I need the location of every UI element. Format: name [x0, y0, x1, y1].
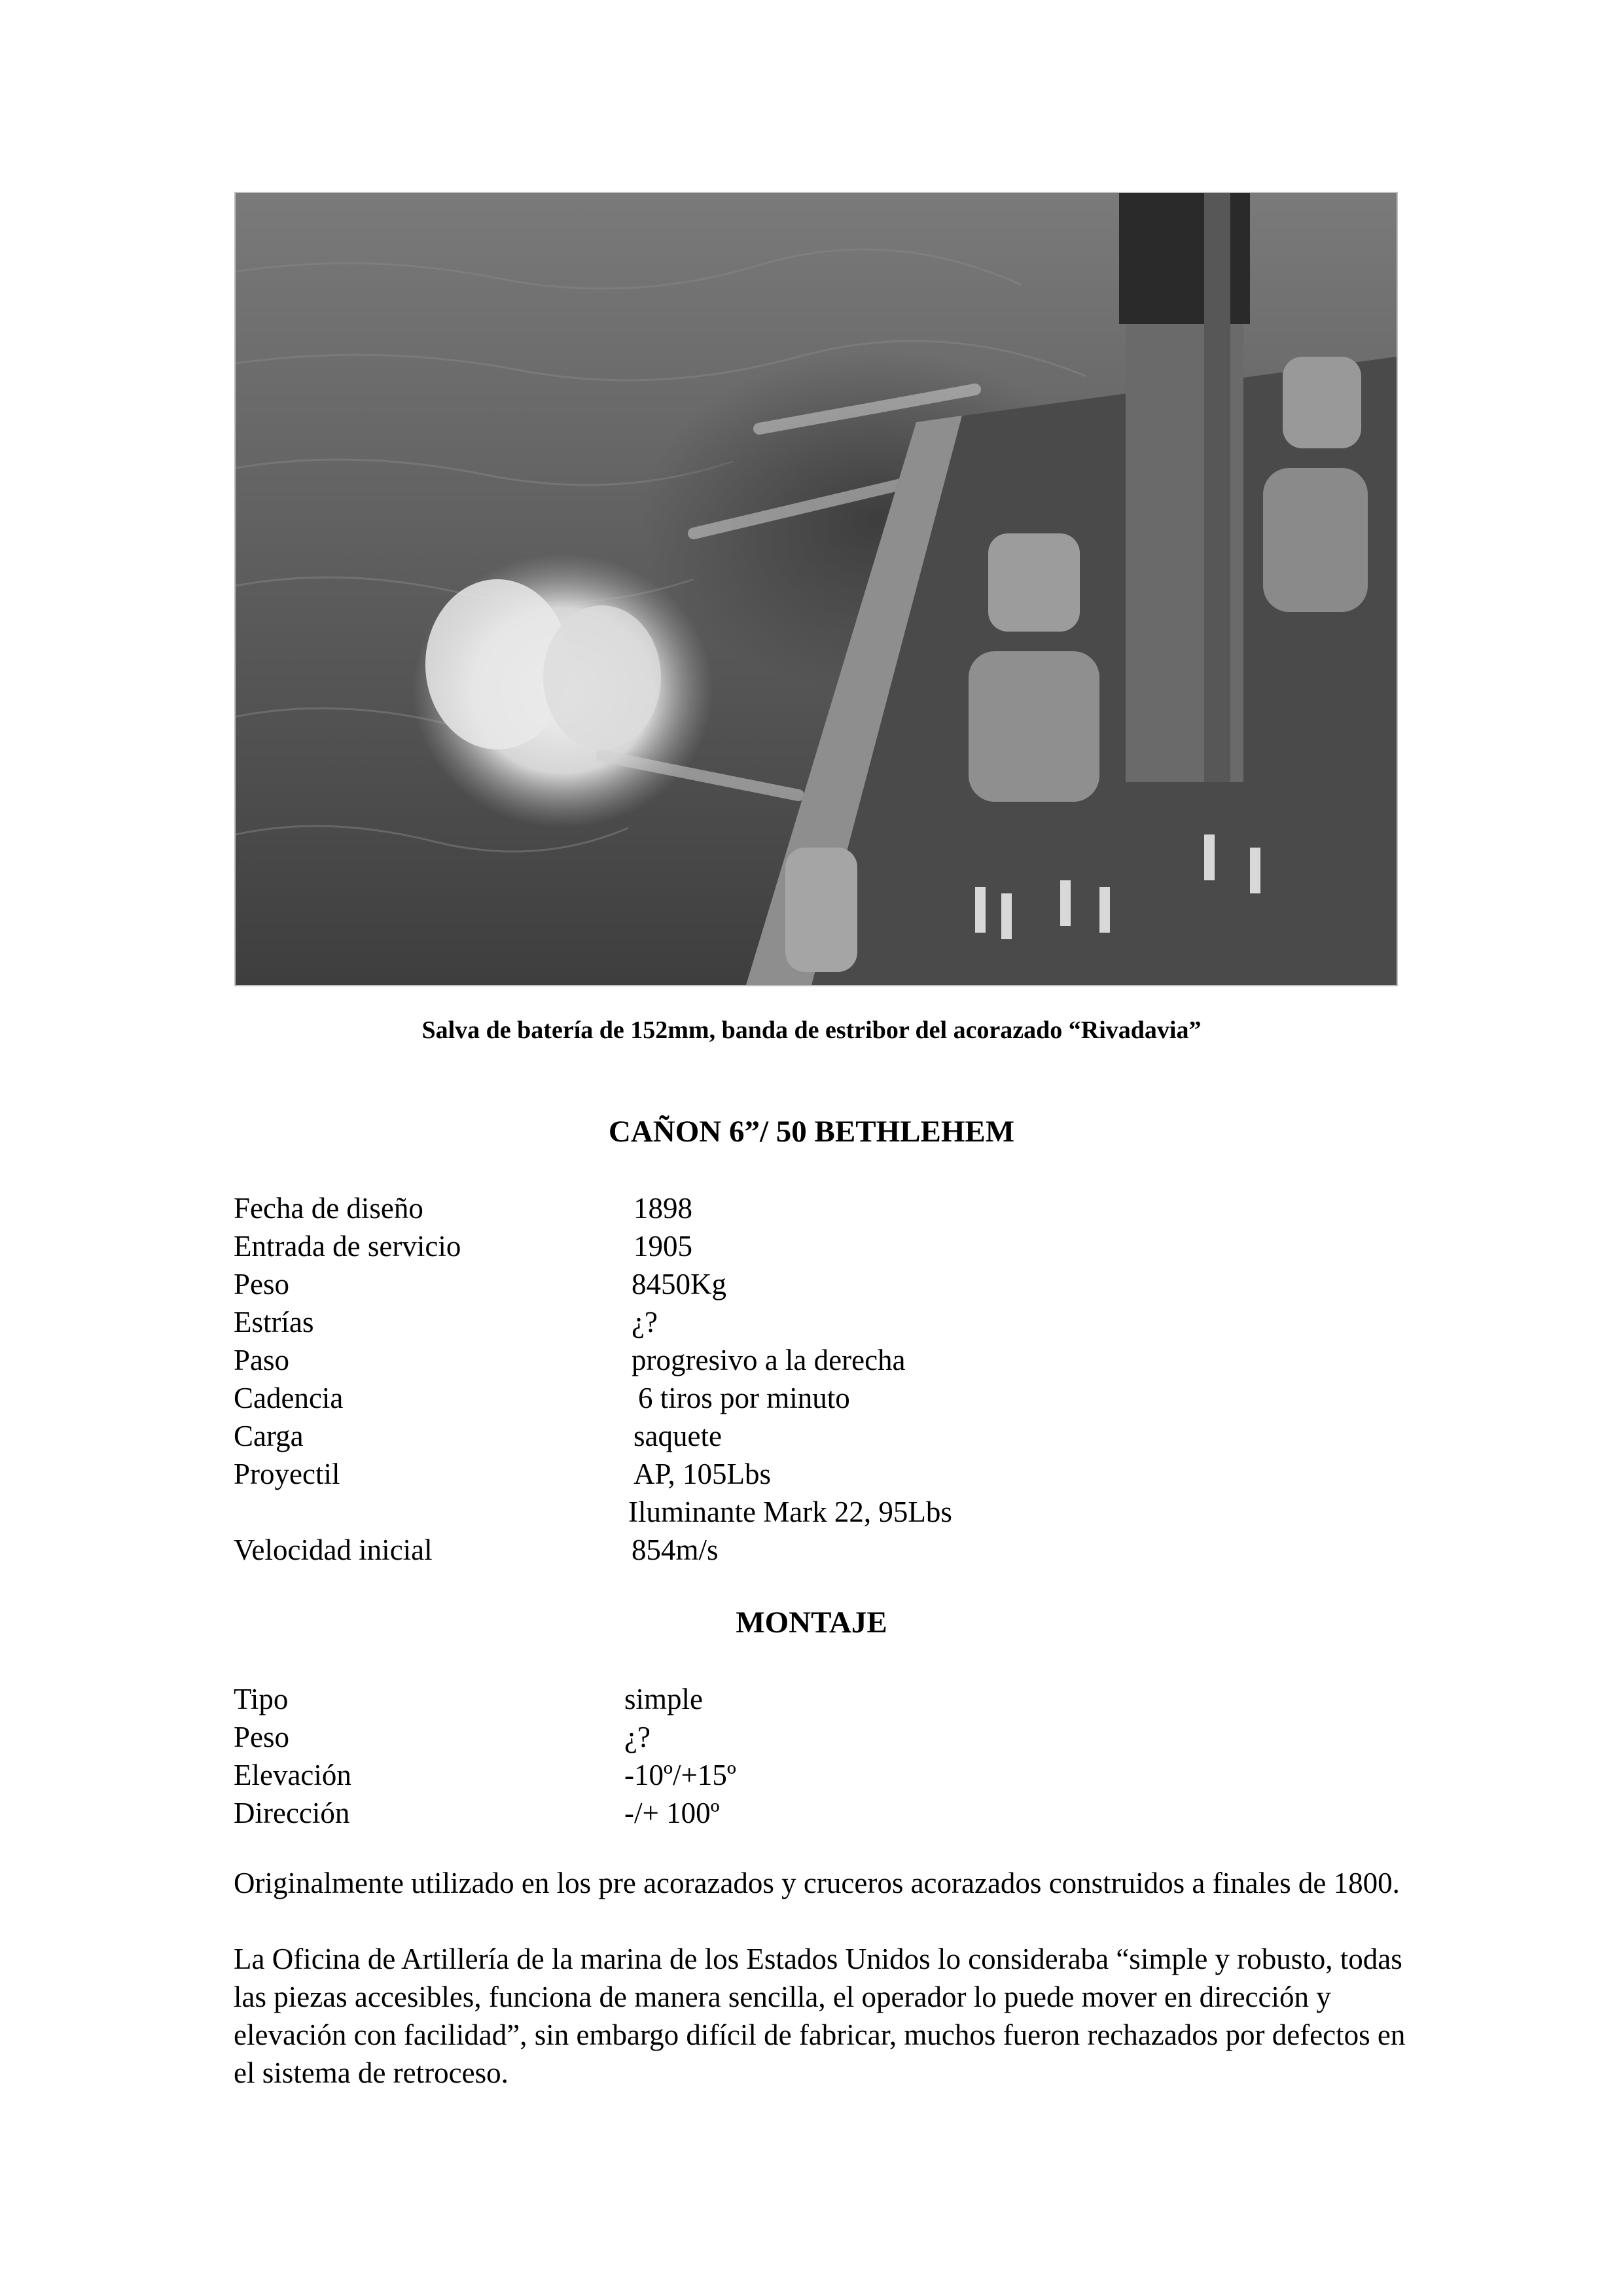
spec-value: 1898: [633, 1192, 692, 1225]
spec-label: Tipo: [234, 1683, 289, 1715]
spec-value: saquete: [633, 1420, 722, 1452]
spec-value: simple: [624, 1683, 703, 1715]
spec-value: 8450Kg: [632, 1268, 726, 1300]
spec-label: Carga: [234, 1420, 304, 1452]
spec-label: Elevación: [234, 1759, 351, 1791]
spec-value: ¿?: [632, 1306, 658, 1338]
spec-label: Fecha de diseño: [234, 1192, 423, 1225]
spec-label: Entrada de servicio: [234, 1230, 461, 1263]
body-paragraph: Originalmente utilizado en los pre acorazados y cruceros acorazados construidos a finales de 1800.: [234, 1867, 1400, 1899]
spec-label: Peso: [234, 1268, 290, 1300]
spec-value: -10º/+15º: [624, 1759, 736, 1791]
spec-value: 854m/s: [632, 1534, 719, 1566]
spec-value: Iluminante Mark 22, 95Lbs: [628, 1496, 952, 1528]
mount-section-title: MONTAJE: [736, 1605, 887, 1640]
spec-label: Estrías: [234, 1306, 314, 1338]
spec-value: AP, 105Lbs: [633, 1458, 772, 1490]
gun-section-title: CAÑON 6”/ 50 BETHLEHEM: [608, 1115, 1015, 1149]
photo-illustration: [236, 193, 1397, 985]
spec-value: 1905: [633, 1230, 692, 1263]
spec-label: Dirección: [234, 1797, 350, 1829]
spec-label: Cadencia: [234, 1382, 344, 1414]
body-paragraph: La Oficina de Artillería de la marina de los Estados Unidos lo consideraba “simple y robusto, todas las piezas accesibles, funciona de manera sencilla, el operador lo puede mover en dirección y elevación con facilidad”, sin embargo difícil de fabricar, muchos fueron rechazados por defectos en el sistema de retroceso.: [234, 1943, 1406, 2089]
spec-value: -/+ 100º: [624, 1797, 720, 1829]
photo-caption: Salva de batería de 152mm, banda de estribor del acorazado “Rivadavia”: [421, 1016, 1202, 1044]
spec-value: progresivo a la derecha: [632, 1344, 906, 1376]
spec-value: ¿?: [624, 1721, 651, 1753]
spec-label: Velocidad inicial: [234, 1534, 433, 1566]
spec-label: Proyectil: [234, 1458, 340, 1490]
spec-label: Peso: [234, 1721, 290, 1753]
spec-value: 6 tiros por minuto: [638, 1382, 850, 1414]
battleship-photo: [234, 192, 1398, 986]
spec-label: Paso: [234, 1344, 290, 1376]
